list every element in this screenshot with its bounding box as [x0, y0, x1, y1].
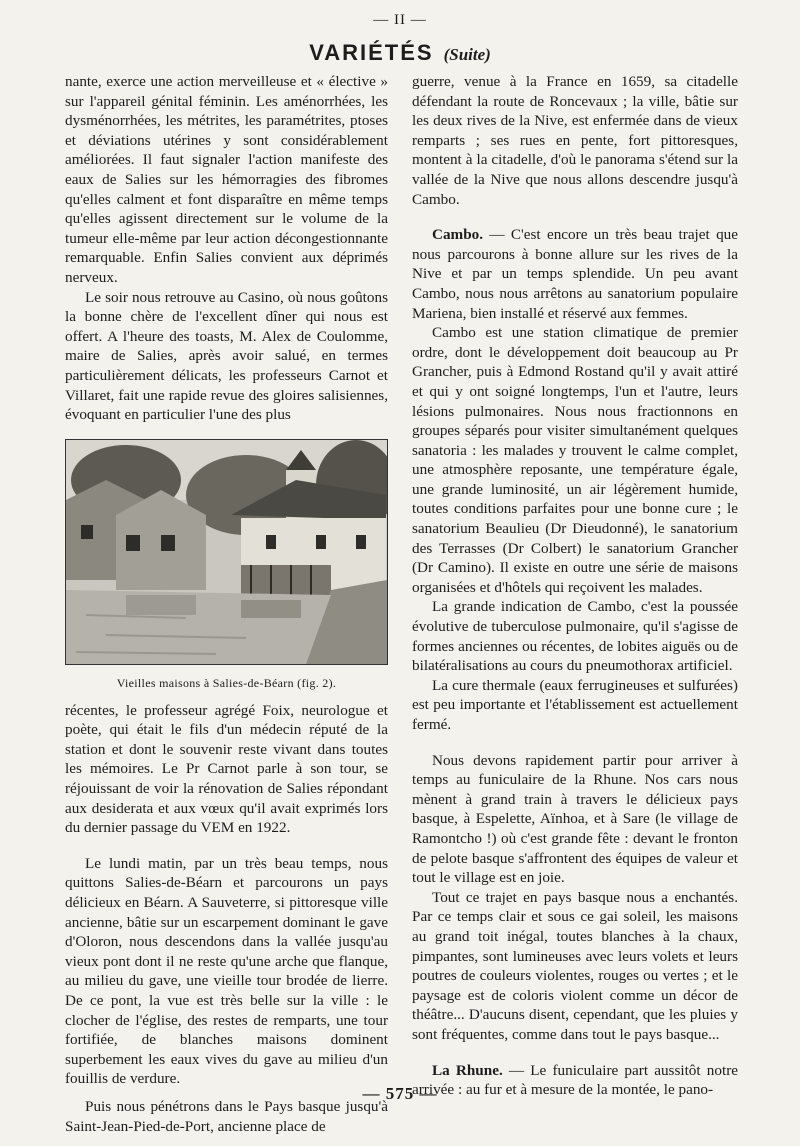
right-paragraph-6: Nous devons rapidement partir pour arriver à temps au funiculaire de la Rhune. Nos cars nous mènent à grand train à travers le délicieux pays basque, à Espelette, Aïnhoa, et à Sare (le village de Ramontcho !) où c'est grande fête : devant le fronton de pelote basque s'affrontent des équipes de valeur et tout le village est en joie. — [412, 751, 738, 887]
cambo-intro-text: — C'est encore un très beau trajet que nous parcourons à bonne allure sur les rives de la Nive et par un temps splendide. Un peu avant Cambo, nous nous arrêtons au sanatorium populaire Mariena, bien installé et réservé aux femmes. — [412, 226, 738, 322]
cambo-heading: Cambo. — [432, 226, 484, 244]
left-column — [65, 72, 388, 1136]
right-paragraph-cambo — [412, 225, 738, 323]
figure-2 — [65, 439, 388, 691]
section-title-main: VARIÉTÉS — [309, 40, 434, 65]
left-paragraph-4: Le lundi matin, par un très beau temps, nous quittons Salies-de-Béarn et parcourons un pays délicieux en Béarn. A Sauveterre, si pittoresque ville ancienne, bâtie sur un escarpement dominant le gave d'Oloron, nous descendons dans la vallée jusqu'au vieux pont dont il ne reste qu'une arche que flanque, au milieu du gave, une vieille tour brodée de lierre. De ce pont, la vue est très belle sur la ville : le clocher de l'église, des restes de remparts, une tour fortifiée, de blanches maisons dominent superbement les eaux vives du gave au milieu d'un fouillis de verdure. — [65, 854, 388, 1088]
figure-caption: Vieilles maisons à Salies-de-Béarn (fig. 2). — [116, 675, 337, 690]
right-paragraph-7: Tout ce trajet en pays basque nous a enchantés. Par ce temps clair et sous ce gai soleil, les maisons au grand toit inégal, toutes blanches à la chaux, pimpantes, sont lumineuses avec leurs volets et leurs poutres de couleurs violentes, rouges ou vertes ; et le paysage est de coloris violent comme un décor de théâtre... D'aucuns disent, cependant, que les pluies y sont fréquentes, comme dans tout le pays basque... — [412, 888, 738, 1043]
right-paragraph-1: guerre, venue à la France en 1659, sa citadelle défendant la route de Roncevaux ; la ville, bâtie sur les deux rives de la Nive, est enfermée dans de vieux remparts ; ses rues en pente, fort pittoresques, montent à la citadelle, d'où le panorama s'étend sur la vallée de la Nive que nous allons descendre jusqu'à Cambo. — [412, 73, 738, 208]
rhune-intro-text: — Le funiculaire part aussitôt notre arrivée : au fur et à mesure de la montée, le pano- — [412, 1061, 738, 1099]
top-page-marker: — II — — [373, 12, 427, 28]
left-paragraph-3: récentes, le professeur agrégé Foix, neurologue et poète, qui était le fils d'un médecin réputé de la station et dont le souvenir reste vivant dans toutes les mémoires. Le Pr Carnot parle à son tour, se réjouissant de voir la rénovation de Salies répondant aux desiderata et aux vœux qu'il avait exprimés lors du dernier passage du VEM en 1922. — [65, 701, 388, 837]
page-number: — 575 — — [362, 1084, 438, 1103]
section-title — [0, 40, 800, 66]
rhune-heading: La Rhune. — [432, 1061, 503, 1079]
left-paragraph-1: nante, exerce une action merveilleuse et « élective » sur l'appareil génital féminin. Les aménorrhées, les dysménorrhées, les métrites, les paramétrites, ptoses et déviations utérines y sont considérablement améliorées. Il faut signaler l'action manifeste des eaux de Salies sur les hémorragies des fibromes qu'elles calment et font disparaître en même temps qu'elles agissent directement sur le volume de la tumeur elle-même par leur action décongestionnante remarquable. Enfin Salies convient aux déprimés nerveux. — [65, 73, 388, 286]
left-paragraph-2: Le soir nous retrouve au Casino, où nous goûtons la bonne chère de l'excellent dîner qui nous est offert. A l'heure des toasts, M. Alex de Coulomme, maire de Salies, après avoir salué, en termes particulièrement délicats, les professeurs Carnot et Villaret, fait une rapide revue des gloires salisiennes, évoquant en particulier l'une des plus — [65, 288, 388, 424]
section-title-suite: (Suite) — [443, 45, 491, 64]
left-paragraph-5: Puis nous pénétrons dans le Pays basque jusqu'à Saint-Jean-Pied-de-Port, ancienne place de — [65, 1097, 388, 1135]
right-paragraph-3: Cambo est une station climatique de premier ordre, dont le développement doit beaucoup au Pr Grancher, puis à Edmond Rostand qu'il y avait attiré et qui y ont soigné longtemps, l'un et l'autre, leurs lésions pulmonaires. Nous nous fractionnons en groupes séparés pour visiter simultanément quelques sanatoria : les malades y trouvent le calme complet, une atmosphère reposante, une température égale, une grande luminosité, un air légèrement humide, toutes conditions parfaites pour une bonne cure ; le sanatorium Beaulieu (Dr Dieudonné), le sanatorium des Terrasses (Dr Colbert) le sanatorium Grancher (Dr Camino). Il existe en outre une série de maisons organisées et d'hôtels qui reçoivent les malades. — [412, 324, 738, 596]
right-paragraph-5: La cure thermale (eaux ferrugineuses et sulfurées) est peu importante et l'établissement est actuellement fermé. — [412, 676, 738, 733]
photo-old-houses — [65, 439, 388, 665]
right-paragraph-4: La grande indication de Cambo, c'est la poussée évolutive de tuberculose pulmonaire, qu'il s'agisse de formes anciennes ou récentes, de lobites aiguës ou de bilatéralisations au cours du pneumothorax artificiel. — [412, 598, 738, 675]
right-column — [412, 72, 738, 1100]
